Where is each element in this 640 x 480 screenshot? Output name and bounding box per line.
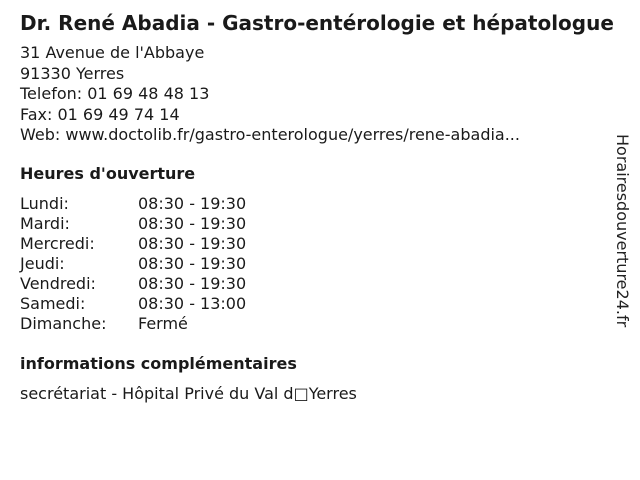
website: Web: www.doctolib.fr/gastro-enterologue/yerres/rene-abadia... — [20, 125, 520, 144]
day-label: Mardi: — [20, 214, 70, 233]
info-text: secrétariat - Hôpital Privé du Val d□Yerres — [20, 384, 357, 403]
hours-row — [20, 194, 246, 214]
day-label: Dimanche: — [20, 314, 107, 333]
time-value: 08:30 - 19:30 — [138, 234, 247, 253]
contact-block — [20, 43, 520, 146]
hours-heading: Heures d'ouverture — [20, 164, 196, 183]
hours-row — [20, 254, 246, 274]
time-value: 08:30 - 19:30 — [138, 254, 247, 273]
day-label: Mercredi: — [20, 234, 95, 253]
hours-row — [20, 214, 246, 234]
info-heading: informations complémentaires — [20, 354, 297, 373]
page-title: Dr. René Abadia - Gastro-entérologie et hépatologue — [20, 11, 614, 35]
time-value: 08:30 - 19:30 — [138, 274, 247, 293]
day-label: Samedi: — [20, 294, 86, 313]
time-value: 08:30 - 19:30 — [138, 214, 247, 233]
hours-row — [20, 274, 246, 294]
city: 91330 Yerres — [20, 63, 125, 83]
hours-row — [20, 294, 246, 314]
hours-row — [20, 234, 246, 254]
time-value: 08:30 - 19:30 — [138, 194, 247, 213]
day-label: Jeudi: — [20, 254, 65, 273]
time-value: Fermé — [138, 314, 188, 333]
time-value: 08:30 - 13:00 — [138, 294, 247, 313]
street-address: 31 Avenue de l'Abbaye — [20, 43, 205, 62]
day-label: Vendredi: — [20, 274, 96, 293]
hours-row — [20, 314, 246, 334]
opening-hours-list — [20, 194, 246, 334]
day-label: Lundi: — [20, 194, 69, 213]
site-watermark: Horairesdouverture24.fr — [613, 134, 632, 328]
phone-number: Telefon: 01 69 48 48 13 — [20, 84, 210, 103]
fax-number: Fax: 01 69 49 74 14 — [20, 104, 180, 124]
